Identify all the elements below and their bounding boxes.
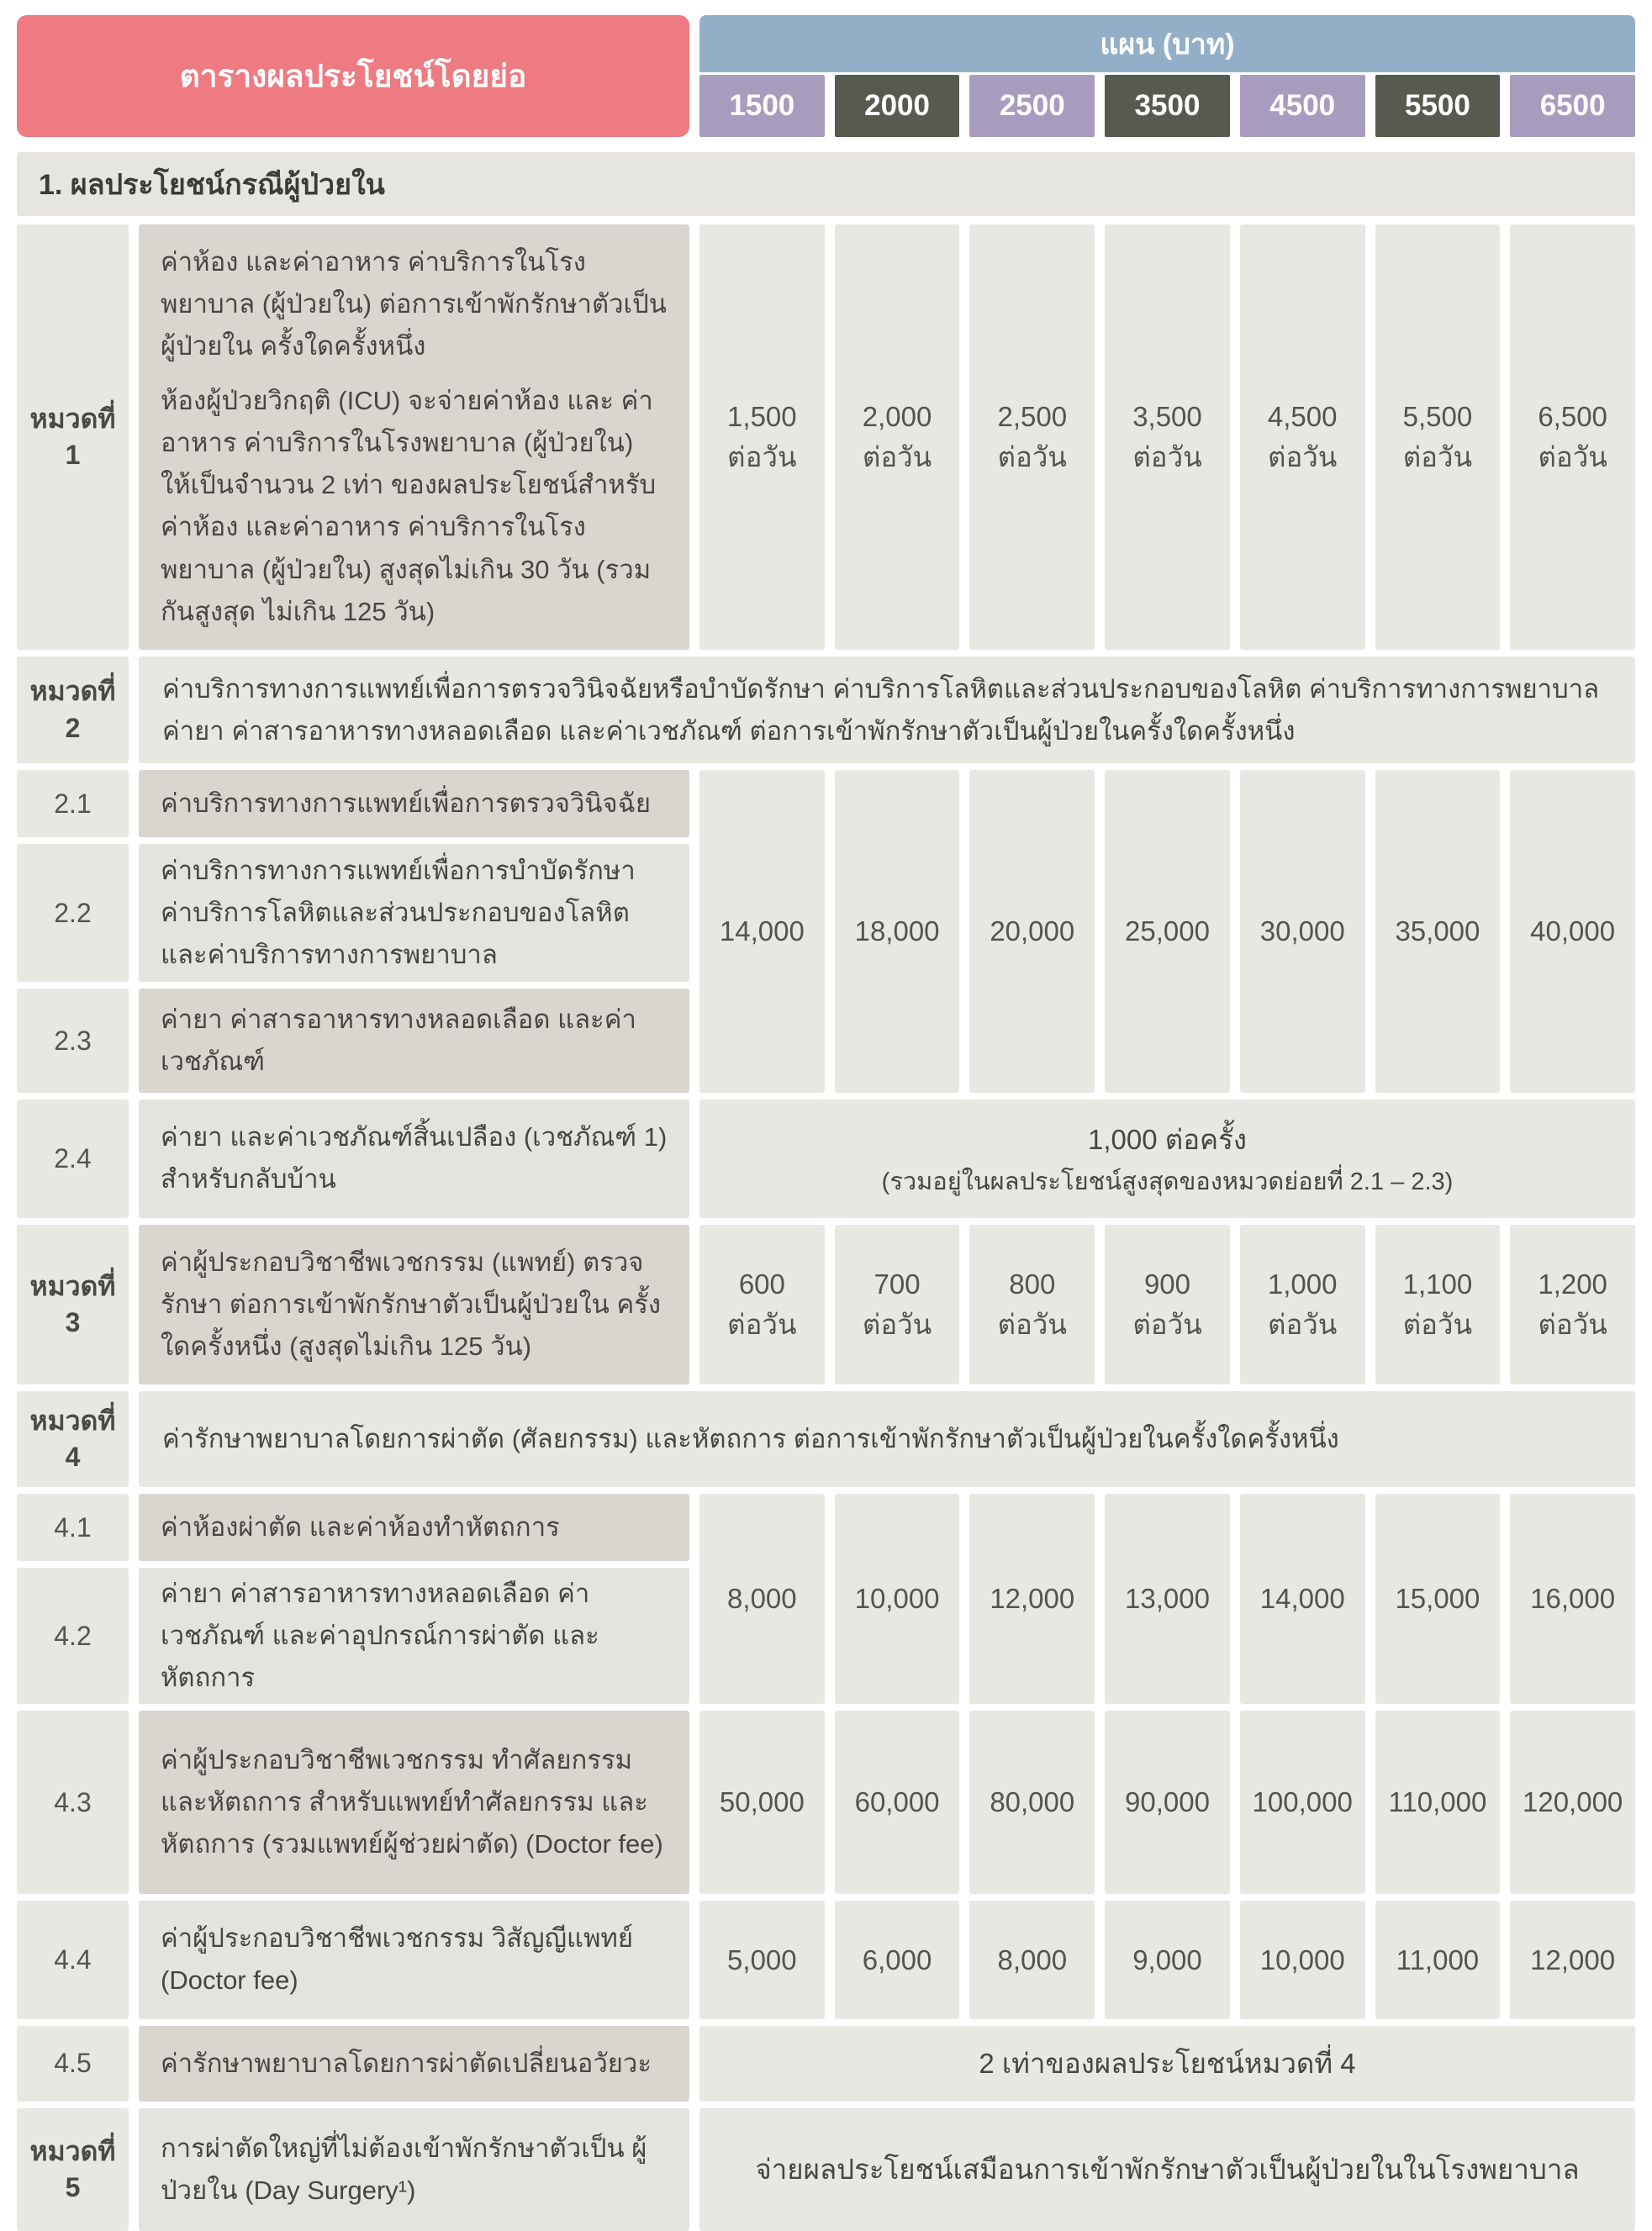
category-1-label-text: หมวดที่ xyxy=(29,403,116,434)
value-cell: 100,000 xyxy=(1240,1711,1365,1894)
value-cell: 2,000 ต่อวัน xyxy=(835,224,960,650)
category-1-description xyxy=(139,224,689,650)
subcategory-4-4-label: 4.4 xyxy=(17,1901,129,2018)
value-cell: 8,000 xyxy=(969,1901,1095,2018)
plan-chip-5500: 5500 xyxy=(1375,75,1501,137)
plan-chip-1500: 1500 xyxy=(699,75,825,137)
value-cell: 14,000 xyxy=(699,770,825,1093)
category-5-merged-value: จ่ายผลประโยชน์เสมือนการเข้าพักรักษาตัวเป็นผู้ป่วยในในโรงพยาบาล xyxy=(699,2108,1635,2231)
subcategory-2-4-row xyxy=(17,1100,1635,1217)
subcategory-2-4-description: ค่ายา และค่าเวชภัณฑ์สิ้นเปลือง (เวชภัณฑ์ 1) สำหรับกลับบ้าน xyxy=(139,1100,689,1217)
subcategory-4-4-description: ค่าผู้ประกอบวิชาชีพเวชกรรม วิสัญญีแพทย์ (Doctor fee) xyxy=(139,1901,689,2018)
plan-header-label: แผน (บาท) xyxy=(1100,29,1235,61)
category-1-label xyxy=(17,224,129,650)
value-cell: 6,000 xyxy=(835,1901,960,2018)
value-cell: 800 ต่อวัน xyxy=(969,1225,1095,1385)
subcategory-2-1-label: 2.1 xyxy=(17,770,129,837)
value-cell: 10,000 xyxy=(835,1494,960,1704)
category-2-row xyxy=(17,657,1635,763)
subcategory-4-5-label: 4.5 xyxy=(17,2026,129,2102)
value-cell: 10,000 xyxy=(1240,1901,1365,2018)
category-2-description: ค่าบริการทางการแพทย์เพื่อการตรวจวินิจฉัยหรือบำบัดรักษา ค่าบริการโลหิตและส่วนประกอบของโลหิต ค่าบริการทางการพยาบาล ค่ายา ค่าสารอาหารทางหลอดเลือด และค่าเวชภัณฑ์ ต่อการเข้าพักรักษาตัวเป็นผู้ป่วยในครั้งใดครั้งหนึ่ง xyxy=(139,657,1635,763)
subcategory-4-group xyxy=(17,1494,1635,1704)
plan-header-box xyxy=(699,15,1635,137)
value-cell: 900 ต่อวัน xyxy=(1105,1225,1230,1385)
value-cell: 15,000 xyxy=(1375,1494,1501,1704)
category-1-number: 1 xyxy=(65,439,81,470)
value-cell: 90,000 xyxy=(1105,1711,1230,1894)
category-3-label: หมวดที่ 3 xyxy=(17,1225,129,1385)
value-cell: 120,000 xyxy=(1510,1711,1635,1894)
table-title-box xyxy=(17,15,689,137)
value-cell: 2,500 ต่อวัน xyxy=(969,224,1095,650)
subcategory-4-3-label: 4.3 xyxy=(17,1711,129,1894)
category-1-desc-paragraph-2: ห้องผู้ป่วยวิกฤติ (ICU) จะจ่ายค่าห้อง และ ค่าอาหาร ค่าบริการในโรงพยาบาล (ผู้ป่วยใน) ให้เป็นจำนวน 2 เท่า ของผลประโยชน์สำหรับ ค่าห้อง และค่าอาหาร ค่าบริการในโรงพยาบาล (ผู้ป่วยใน) สูงสุดไม่เกิน 30 วัน (รวมกันสูงสุด ไม่เกิน 125 วัน) xyxy=(161,385,657,626)
value-cell: 12,000 xyxy=(969,1494,1095,1704)
table-header xyxy=(17,15,1635,137)
subcategory-4-2-description: ค่ายา ค่าสารอาหารทางหลอดเลือด ค่าเวชภัณฑ์ และค่าอุปกรณ์การผ่าตัด และหัตถการ xyxy=(139,1568,689,1704)
value-cell: 12,000 xyxy=(1510,1901,1635,2018)
category-4-description: ค่ารักษาพยาบาลโดยการผ่าตัด (ศัลยกรรม) และหัตถการ ต่อการเข้าพักรักษาตัวเป็นผู้ป่วยในครั้งใดครั้งหนึ่ง xyxy=(139,1391,1635,1487)
value-cell: 6,500 ต่อวัน xyxy=(1510,224,1635,650)
category-5-row xyxy=(17,2108,1635,2231)
value-cell: 60,000 xyxy=(835,1711,960,1894)
category-3-row xyxy=(17,1225,1635,1385)
subcategory-4-4-row xyxy=(17,1901,1635,2018)
section-1-heading xyxy=(17,152,1635,216)
value-cell: 1,100 ต่อวัน xyxy=(1375,1225,1501,1385)
value-cell: 20,000 xyxy=(969,770,1095,1093)
plan-chip-2500: 2500 xyxy=(969,75,1095,137)
category-1-desc-paragraph-1: ค่าห้อง และค่าอาหาร ค่าบริการในโรงพยาบาล (ผู้ป่วยใน) ต่อการเข้าพักรักษาตัวเป็นผู้ป่วยใน ครั้งใดครั้งหนึ่ง xyxy=(161,247,667,361)
value-cell: 11,000 xyxy=(1375,1901,1501,2018)
value-cell: 30,000 xyxy=(1240,770,1365,1093)
category-2-label: หมวดที่ 2 xyxy=(17,657,129,763)
value-cell: 16,000 xyxy=(1510,1494,1635,1704)
value-cell: 5,000 xyxy=(699,1901,825,2018)
value-cell: 13,000 xyxy=(1105,1494,1230,1704)
subcategory-4-5-description: ค่ารักษาพยาบาลโดยการผ่าตัดเปลี่ยนอวัยวะ xyxy=(139,2026,689,2102)
plan-chip-2000: 2000 xyxy=(835,75,960,137)
category-4-label: หมวดที่ 4 xyxy=(17,1391,129,1487)
value-cell: 8,000 xyxy=(699,1494,825,1704)
value-cell: 110,000 xyxy=(1375,1711,1501,1894)
subcategory-2-1-description: ค่าบริการทางการแพทย์เพื่อการตรวจวินิจฉัย xyxy=(139,770,689,837)
value-cell: 9,000 xyxy=(1105,1901,1230,2018)
subcategory-4-5-merged-value: 2 เท่าของผลประโยชน์หมวดที่ 4 xyxy=(699,2026,1635,2102)
category-4-row xyxy=(17,1391,1635,1487)
subcategory-2-3-description: ค่ายา ค่าสารอาหารทางหลอดเลือด และค่าเวชภัณฑ์ xyxy=(139,989,689,1093)
subcategory-4-5-row xyxy=(17,2026,1635,2102)
subcategory-4-3-row xyxy=(17,1711,1635,1894)
category-5-label: หมวดที่ 5 xyxy=(17,2108,129,2231)
value-cell: 1,200 ต่อวัน xyxy=(1510,1225,1635,1385)
value-cell: 80,000 xyxy=(969,1711,1095,1894)
value-cell: 14,000 xyxy=(1240,1494,1365,1704)
plan-bar xyxy=(699,15,1635,72)
value-cell: 50,000 xyxy=(699,1711,825,1894)
subcategory-2-group xyxy=(17,770,1635,1093)
subcategory-2-2-description: ค่าบริการทางการแพทย์เพื่อการบำบัดรักษา ค่าบริการโลหิตและส่วนประกอบของโลหิต และค่าบริการทางการพยาบาล xyxy=(139,844,689,982)
subcategory-4-1-description: ค่าห้องผ่าตัด และค่าห้องทำหัตถการ xyxy=(139,1494,689,1561)
subcategory-2-4-merged-value: 1,000 ต่อครั้ง (รวมอยู่ในผลประโยชน์สูงสุดของหมวดย่อยที่ 2.1 – 2.3) xyxy=(699,1100,1635,1217)
value-cell: 700 ต่อวัน xyxy=(835,1225,960,1385)
value-cell: 35,000 xyxy=(1375,770,1501,1093)
category-5-description: การผ่าตัดใหญ่ที่ไม่ต้องเข้าพักรักษาตัวเป็น ผู้ป่วยใน (Day Surgery¹) xyxy=(139,2108,689,2231)
section-1-title: 1. ผลประโยชน์กรณีผู้ป่วยใน xyxy=(39,169,385,201)
category-1-row xyxy=(17,224,1635,650)
plan-chip-4500: 4500 xyxy=(1240,75,1365,137)
value-cell: 1,500 ต่อวัน xyxy=(699,224,825,650)
value-cell: 1,000 ต่อวัน xyxy=(1240,1225,1365,1385)
subcategory-4-2-label: 4.2 xyxy=(17,1568,129,1704)
value-cell: 600 ต่อวัน xyxy=(699,1225,825,1385)
value-cell: 4,500 ต่อวัน xyxy=(1240,224,1365,650)
value-cell: 18,000 xyxy=(835,770,960,1093)
plan-chip-6500: 6500 xyxy=(1510,75,1635,137)
subcategory-2-2-label: 2.2 xyxy=(17,844,129,982)
value-cell: 3,500 ต่อวัน xyxy=(1105,224,1230,650)
category-3-description: ค่าผู้ประกอบวิชาชีพเวชกรรม (แพทย์) ตรวจ รักษา ต่อการเข้าพักรักษาตัวเป็นผู้ป่วยใน ครั้งใดครั้งหนึ่ง (สูงสุดไม่เกิน 125 วัน) xyxy=(139,1225,689,1385)
table-title: ตารางผลประโยชน์โดยย่อ xyxy=(179,59,527,93)
value-cell: 5,500 ต่อวัน xyxy=(1375,224,1501,650)
subcategory-2-3-label: 2.3 xyxy=(17,989,129,1093)
subcategory-4-3-description: ค่าผู้ประกอบวิชาชีพเวชกรรม ทำศัลยกรรม และหัตถการ สำหรับแพทย์ทำศัลยกรรม และหัตถการ (รวมแพทย์ผู้ช่วยผ่าตัด) (Doctor fee) xyxy=(139,1711,689,1894)
value-cell: 25,000 xyxy=(1105,770,1230,1093)
value-cell: 40,000 xyxy=(1510,770,1635,1093)
subcategory-2-4-label: 2.4 xyxy=(17,1100,129,1217)
subcategory-4-1-label: 4.1 xyxy=(17,1494,129,1561)
plan-chips xyxy=(699,75,1635,137)
plan-chip-3500: 3500 xyxy=(1105,75,1230,137)
